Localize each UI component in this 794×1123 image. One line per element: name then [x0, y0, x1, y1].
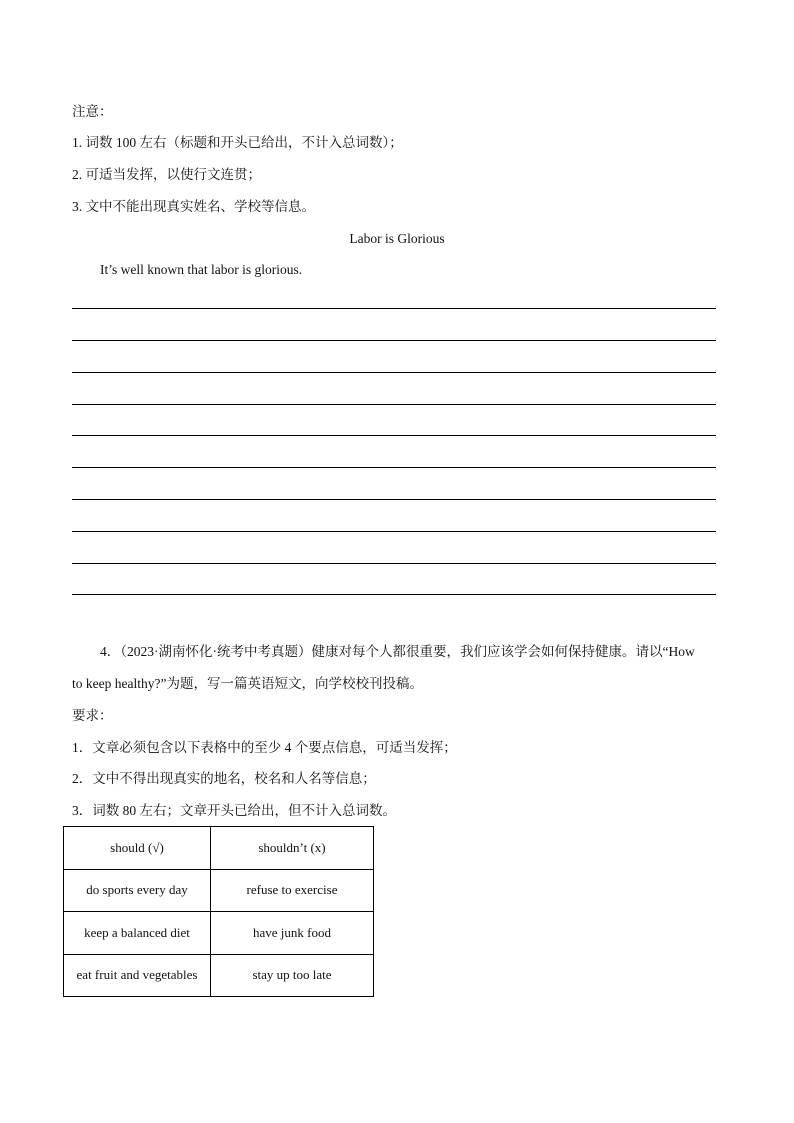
table-cell: do sports every day: [64, 869, 211, 912]
essay-title: Labor is Glorious: [349, 231, 445, 246]
health-tips-table: [63, 826, 374, 997]
writing-line: [72, 340, 716, 341]
table-cell: have junk food: [211, 912, 374, 955]
writing-line: [72, 499, 716, 500]
table-cell: eat fruit and vegetables: [64, 954, 211, 997]
writing-line: [72, 404, 716, 405]
essay-opening: It’s well known that labor is glorious.: [100, 262, 303, 277]
requirements-heading: 要求：: [72, 708, 113, 723]
requirement-item: 1．文章必须包含以下表格中的至少 4 个要点信息，可适当发挥；: [72, 740, 457, 755]
writing-line: [72, 372, 716, 373]
note-heading: 注意：: [72, 104, 113, 119]
question4-prompt-line2: to keep healthy?”为题，写一篇英语短文，向学校校刊投稿。: [72, 676, 423, 691]
writing-line: [72, 435, 716, 436]
writing-line: [72, 467, 716, 468]
table-row: [64, 869, 374, 912]
writing-line: [72, 308, 716, 309]
requirement-item: 3．词数 80 左右；文章开头已给出，但不计入总词数。: [72, 803, 396, 818]
table-cell: stay up too late: [211, 954, 374, 997]
table-cell: keep a balanced diet: [64, 912, 211, 955]
table-header-should: should (√): [64, 827, 211, 870]
question4-prompt-line1: 4．（2023·湖南怀化·统考中考真题）健康对每个人都很重要，我们应该学会如何保持健康。请以“How: [100, 644, 695, 659]
writing-line: [72, 594, 716, 595]
table-row: [64, 954, 374, 997]
table-header-row: [64, 827, 374, 870]
writing-line: [72, 531, 716, 532]
requirement-item: 2．文中不得出现真实的地名，校名和人名等信息；: [72, 771, 376, 786]
table-row: [64, 912, 374, 955]
note-item: 2. 可适当发挥，以使行文连贯；: [72, 167, 261, 182]
table-header-shouldnt: shouldn’t (x): [211, 827, 374, 870]
writing-line: [72, 563, 716, 564]
table-cell: refuse to exercise: [211, 869, 374, 912]
note-item: 1. 词数 100 左右（标题和开头已给出，不计入总词数）；: [72, 135, 403, 150]
note-item: 3. 文中不能出现真实姓名、学校等信息。: [72, 199, 315, 214]
